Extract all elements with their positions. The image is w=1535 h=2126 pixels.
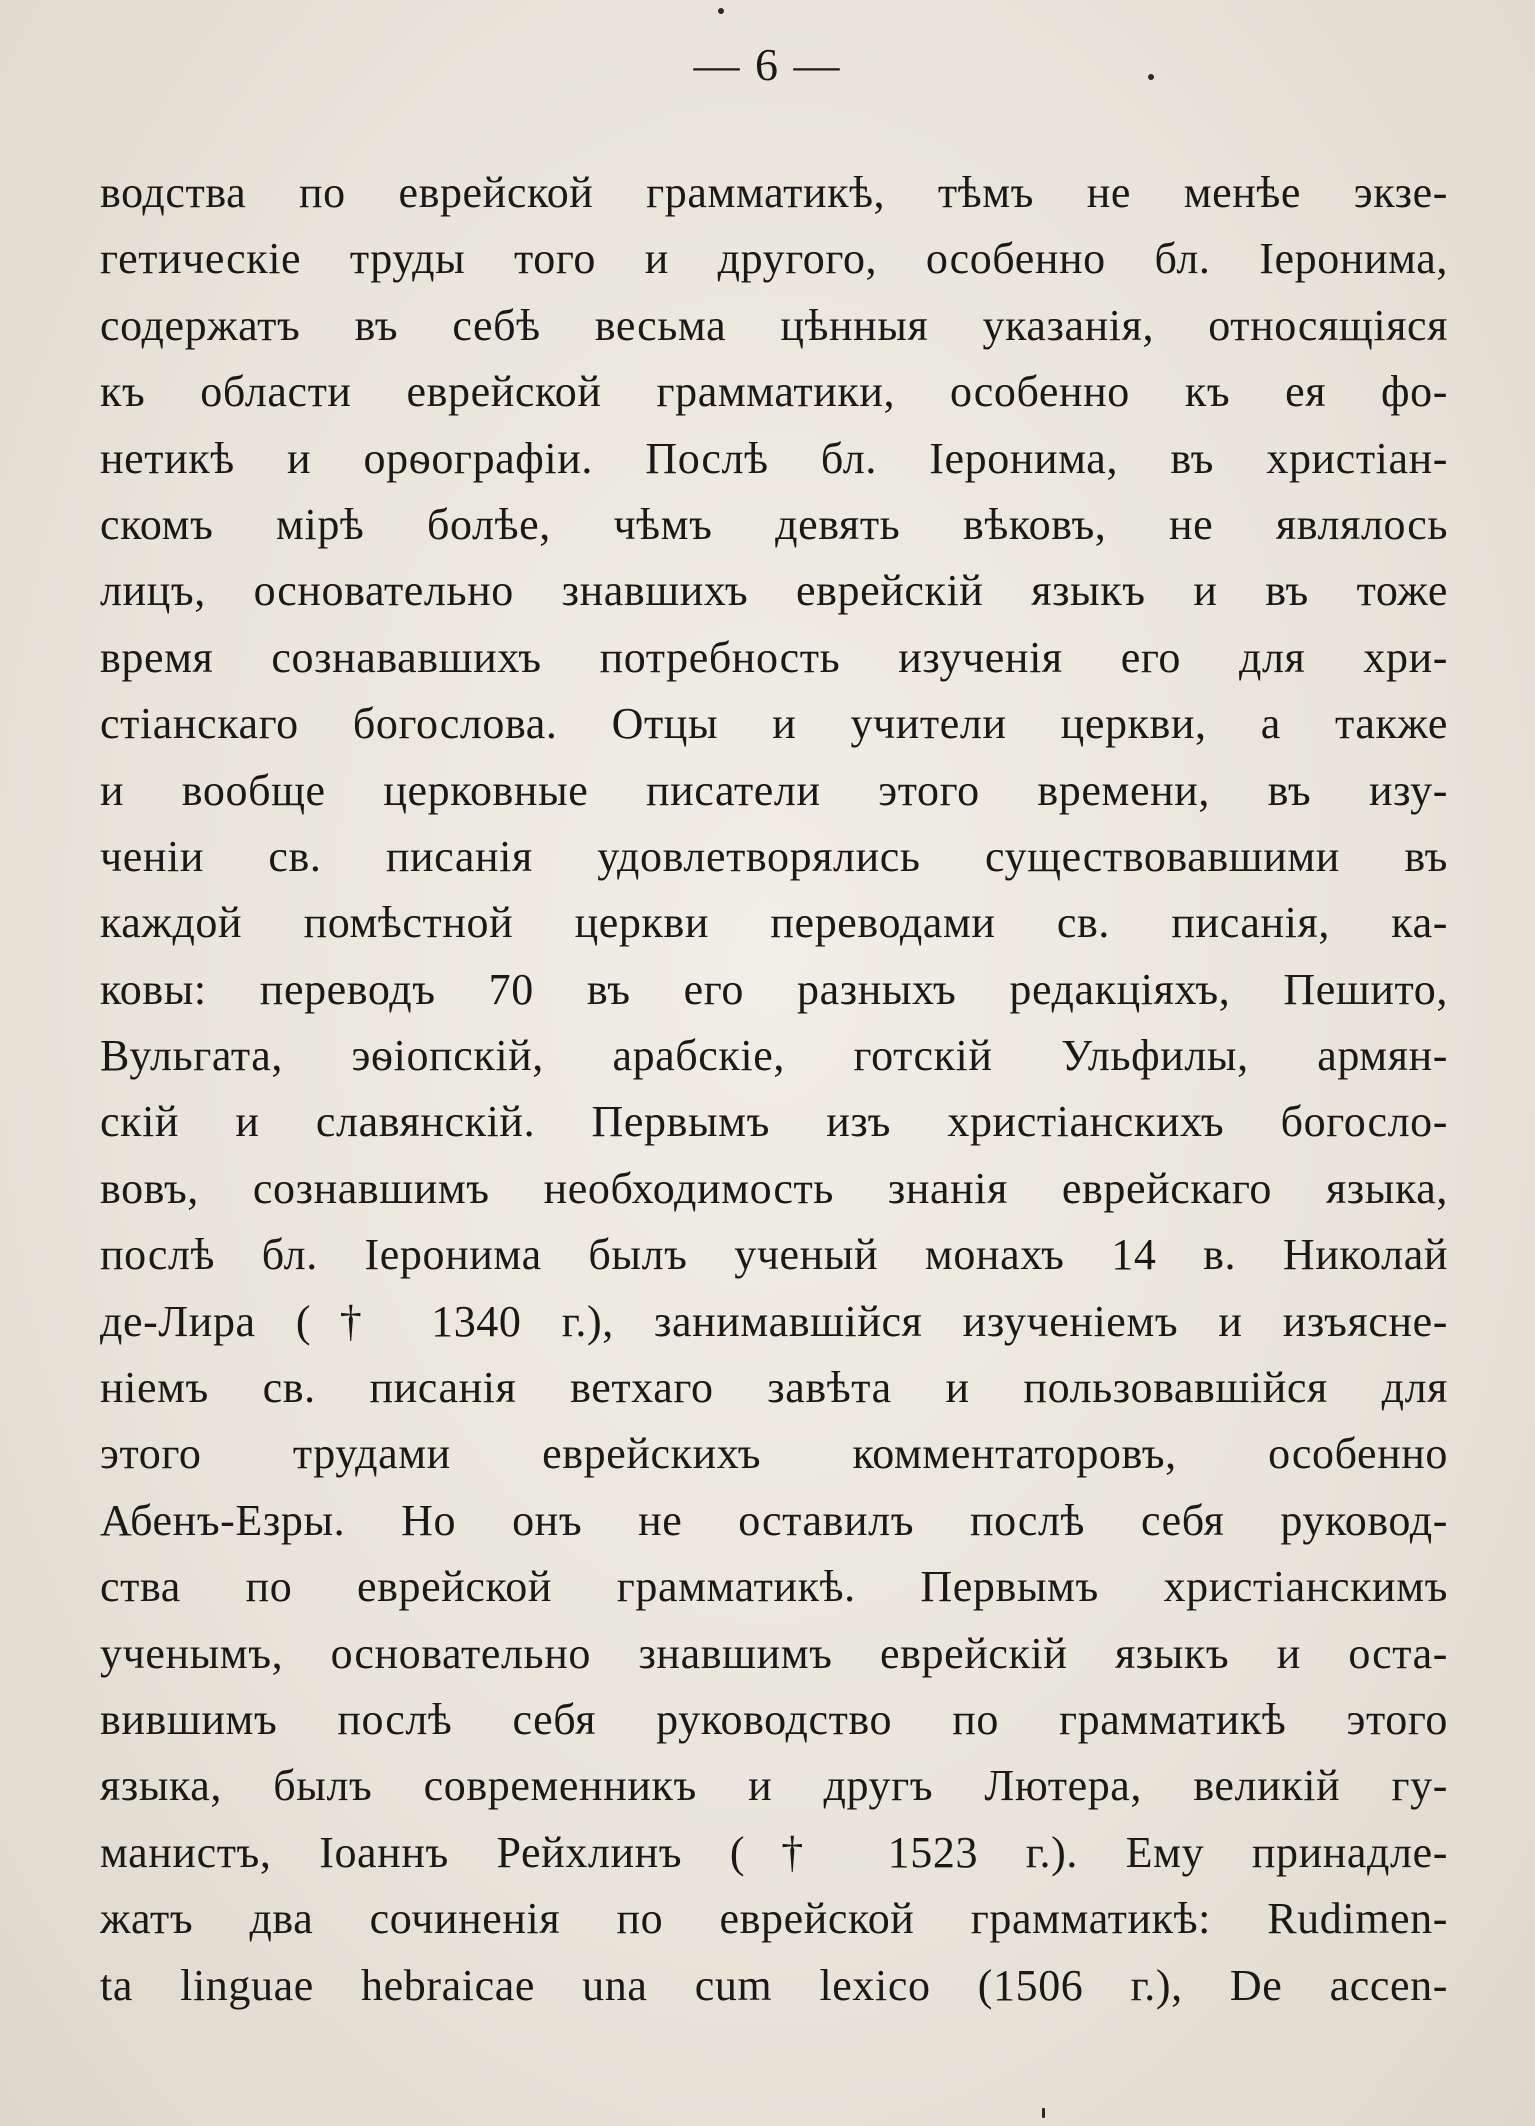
text-line: языка, былъ современникъ и другъ Лютера, великій гу- bbox=[100, 1761, 1448, 1811]
text-line: ніемъ св. писанія ветхаго завѣта и пользовавшійся для bbox=[100, 1363, 1448, 1413]
ink-speck bbox=[718, 8, 724, 14]
text-line: и вообще церковные писатели этого времени, въ изу- bbox=[100, 765, 1448, 815]
text-line: ства по еврейской грамматикѣ. Первымъ христіанскимъ bbox=[100, 1562, 1448, 1612]
text-line: скомъ мірѣ болѣе, чѣмъ девять вѣковъ, не являлось bbox=[100, 499, 1448, 549]
text-line: Вульгата, эѳіопскій, арабскіе, готскій Ульфилы, армян- bbox=[100, 1031, 1448, 1081]
text-line: вившимъ послѣ себя руководство по грамматикѣ этого bbox=[100, 1694, 1448, 1744]
page-number: — 6 — bbox=[693, 39, 842, 90]
text-line: каждой помѣстной церкви переводами св. писанія, ка- bbox=[100, 898, 1448, 948]
text-line: манистъ, Іоаннъ Рейхлинъ († 1523 г.). Ему принадле- bbox=[100, 1827, 1448, 1877]
text-line: послѣ бл. Іеронима былъ ученый монахъ 14 в. Николай bbox=[100, 1230, 1448, 1280]
text-line: гетическіе труды того и другого, особенно бл. Іеронима, bbox=[100, 234, 1448, 284]
text-line: де-Лира († 1340 г.), занимавшійся изученіемъ и изъясне- bbox=[100, 1296, 1448, 1346]
text-line: нетикѣ и орѳографіи. Послѣ бл. Іеронима, въ христіан- bbox=[100, 433, 1448, 483]
text-line: жатъ два сочиненія по еврейской грамматикѣ: Rudimen- bbox=[100, 1894, 1448, 1944]
text-line: ченіи св. писанія удовлетворялись существовавшими въ bbox=[100, 831, 1448, 881]
text-line: этого трудами еврейскихъ комментаторовъ, особенно bbox=[100, 1429, 1448, 1479]
body-text bbox=[100, 160, 1448, 2019]
ink-speck bbox=[1042, 2108, 1045, 2118]
text-line: ученымъ, основательно знавшимъ еврейскій языкъ и оста- bbox=[100, 1628, 1448, 1678]
text-line: вовъ, сознавшимъ необходимость знанія еврейскаго языка, bbox=[100, 1163, 1448, 1213]
text-line: къ области еврейской грамматики, особенно къ ея фо- bbox=[100, 367, 1448, 417]
text-line: ta linguae hebraicae una cum lexico (1506 г.), De accen- bbox=[100, 1960, 1448, 2010]
text-line: лицъ, основательно знавшихъ еврейскій языкъ и въ тоже bbox=[100, 566, 1448, 616]
text-line: водства по еврейской грамматикѣ, тѣмъ не менѣе экзе- bbox=[100, 168, 1448, 217]
text-line: содержатъ въ себѣ весьма цѣнныя указанія, относящіяся bbox=[100, 300, 1448, 350]
text-line: скій и славянскій. Первымъ изъ христіанскихъ богосло- bbox=[100, 1097, 1448, 1147]
text-line: ковы: переводъ 70 въ его разныхъ редакціяхъ, Пешито, bbox=[100, 964, 1448, 1014]
text-line: стіанскаго богослова. Отцы и учители церкви, а также bbox=[100, 699, 1448, 749]
text-line: Абенъ-Езры. Но онъ не оставилъ послѣ себя руковод- bbox=[100, 1495, 1448, 1545]
text-line: время сознававшихъ потребность изученія его для хри- bbox=[100, 632, 1448, 682]
